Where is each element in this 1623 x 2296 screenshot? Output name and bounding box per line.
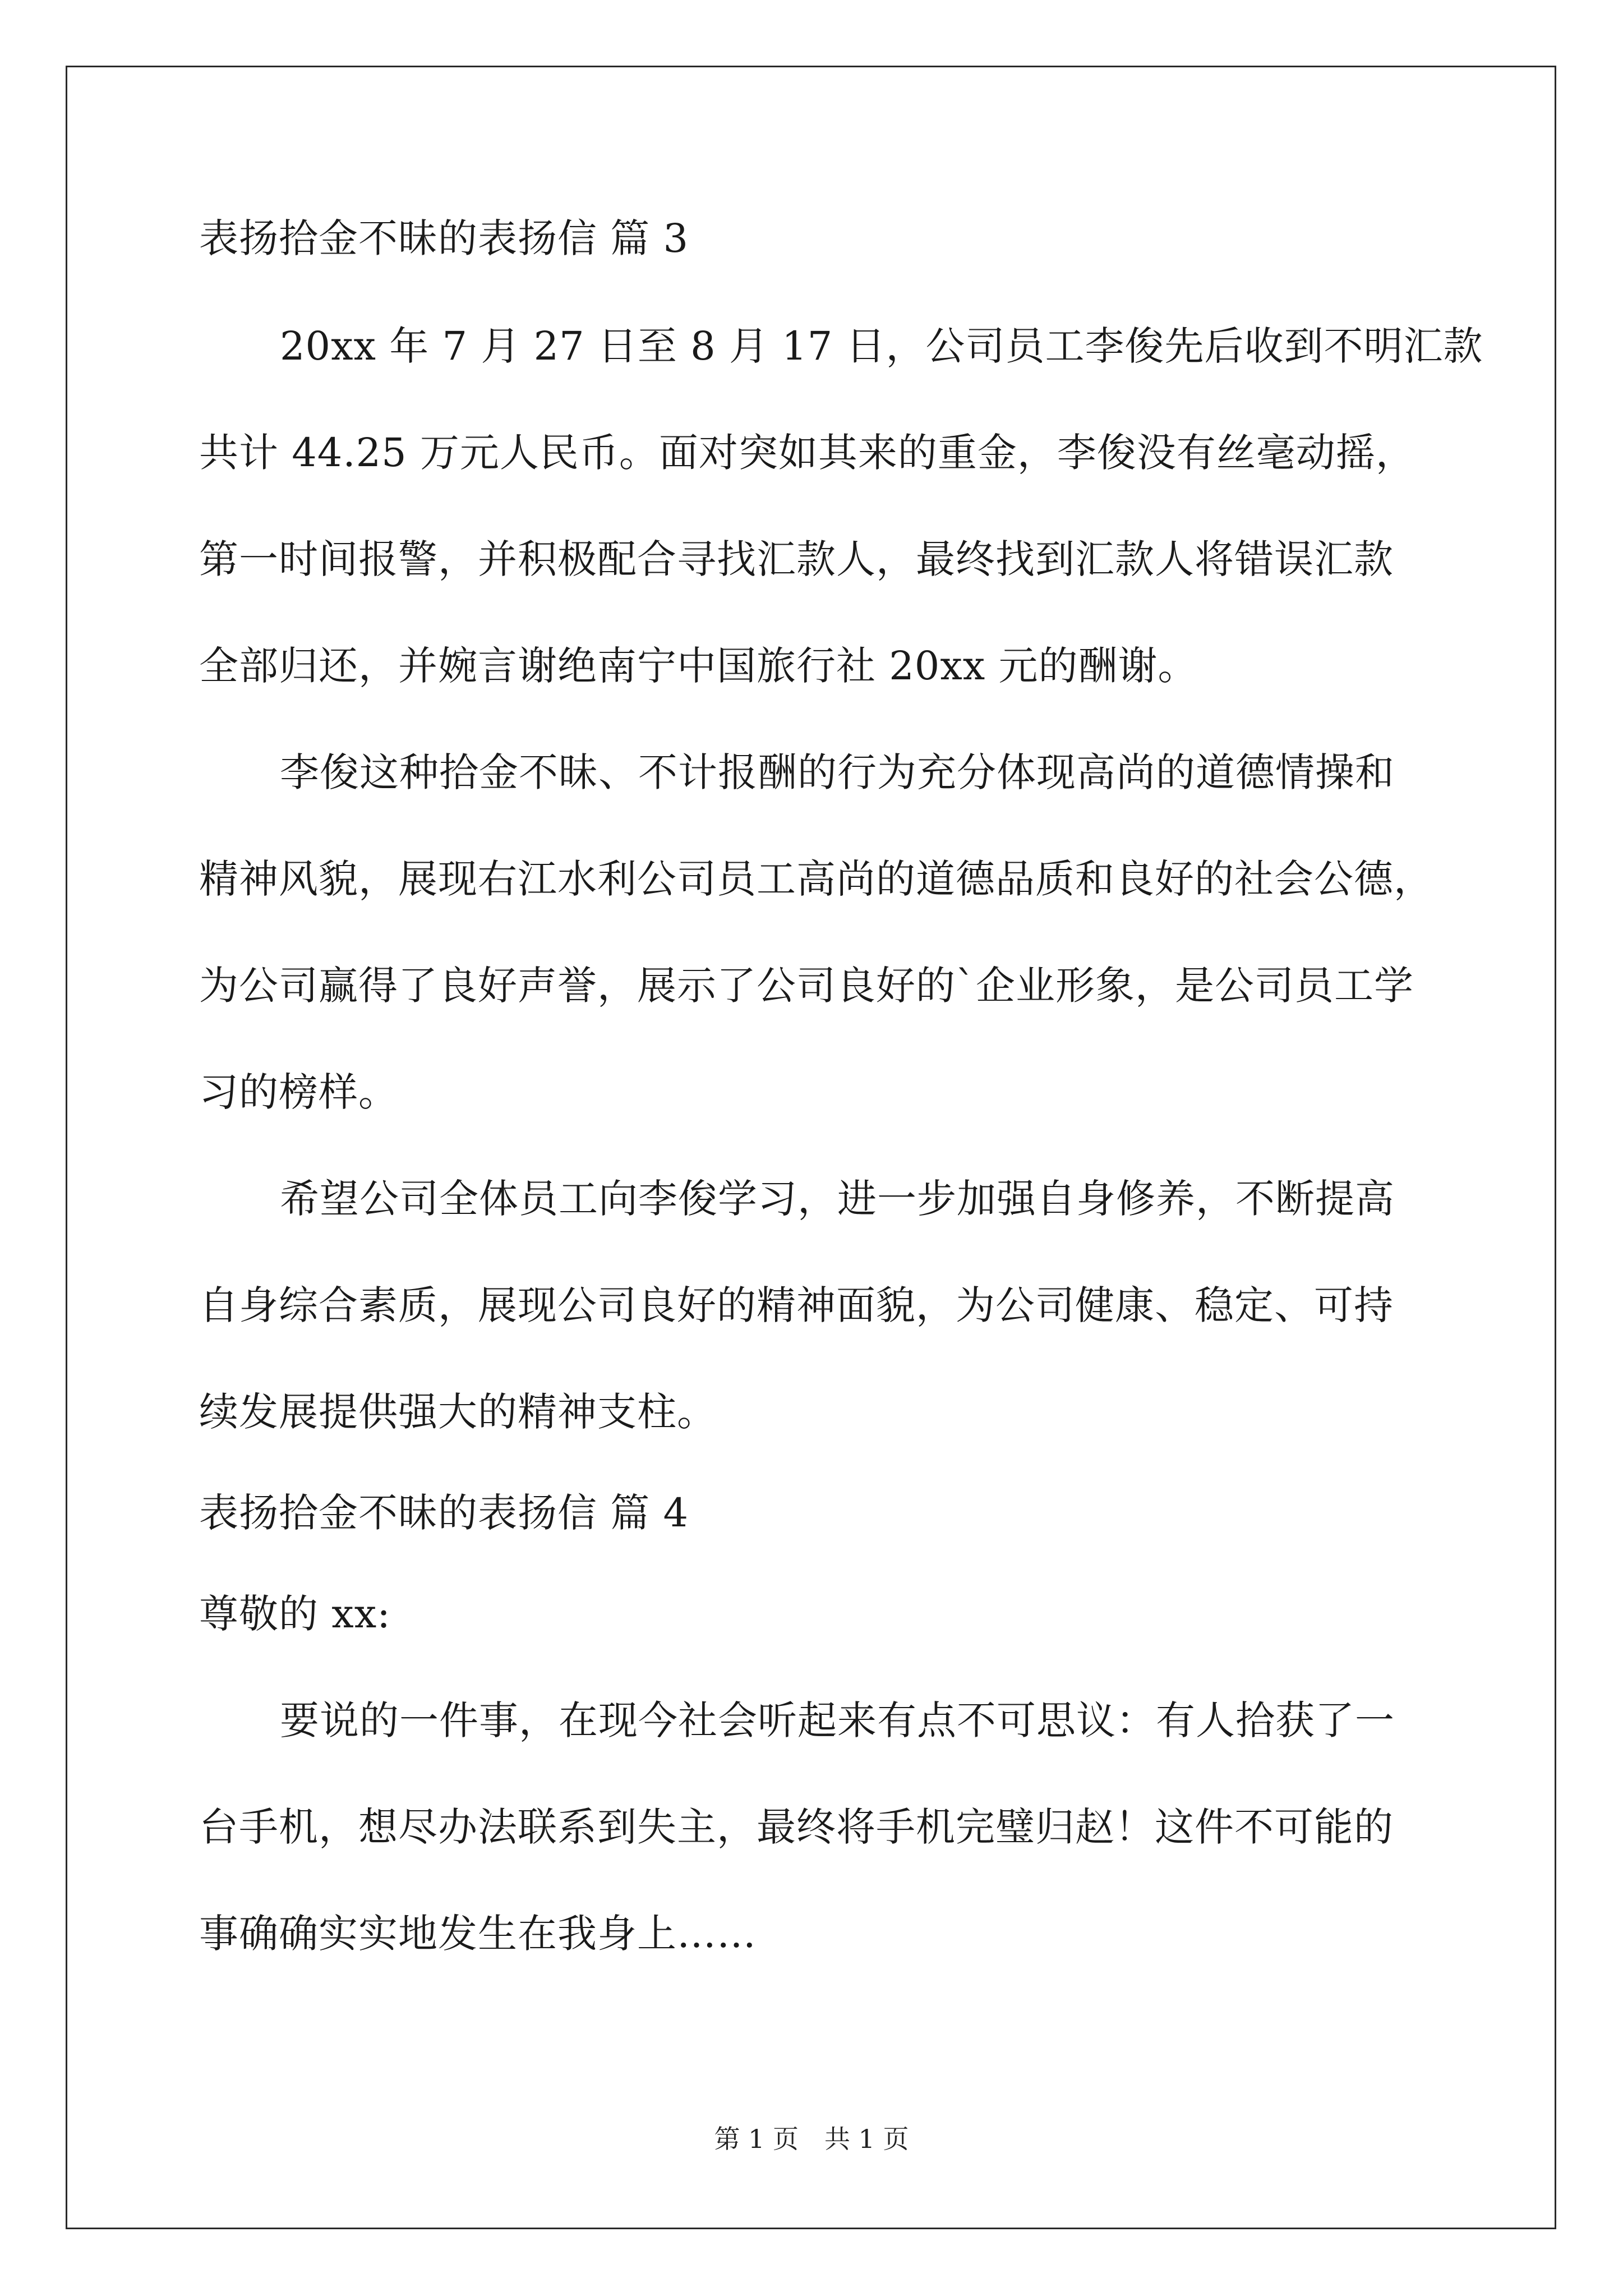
salutation: 尊敬的 xx:	[199, 1591, 391, 1637]
paragraph-line: 李俊这种拾金不昧、不计报酬的行为充分体现高尚的道德情操和	[280, 749, 1395, 795]
page-border	[66, 66, 1556, 2229]
section-3-heading: 表扬拾金不昧的表扬信 篇 3	[199, 215, 689, 261]
paragraph-line: 精神风貌，展现右江水利公司员工高尚的道德品质和良好的社会公德，	[199, 856, 1433, 902]
paragraph-line: 事确确实实地发生在我身上……	[199, 1911, 757, 1957]
paragraph-line: 全部归还，并婉言谢绝南宁中国旅行社 20xx 元的酬谢。	[199, 643, 1198, 689]
paragraph-line: 为公司赢得了良好声誉，展示了公司良好的`企业形象，是公司员工学	[199, 963, 1414, 1009]
section-4-heading: 表扬拾金不昧的表扬信 篇 4	[199, 1490, 689, 1536]
paragraph-line: 自身综合素质，展现公司良好的精神面貌，为公司健康、稳定、可持	[199, 1282, 1394, 1328]
paragraph-line: 习的榜样。	[199, 1069, 398, 1115]
paragraph-line: 希望公司全体员工向李俊学习，进一步加强自身修养，不断提高	[280, 1176, 1395, 1222]
paragraph-line: 第一时间报警，并积极配合寻找汇款人，最终找到汇款人将错误汇款	[199, 536, 1394, 582]
paragraph-line: 要说的一件事，在现今社会听起来有点不可思议：有人拾获了一	[280, 1697, 1395, 1743]
paragraph-line: 共计 44.25 万元人民币。面对突如其来的重金，李俊没有丝毫动摇，	[199, 430, 1415, 476]
paragraph-line: 20xx 年 7 月 27 日至 8 月 17 日，公司员工李俊先后收到不明汇款	[280, 323, 1483, 369]
paragraph-line: 台手机，想尽办法联系到失主，最终将手机完璧归赵！这件不可能的	[199, 1804, 1394, 1850]
paragraph-line: 续发展提供强大的精神支柱。	[199, 1389, 717, 1435]
page-footer: 第 1 页 共 1 页	[714, 2124, 909, 2154]
